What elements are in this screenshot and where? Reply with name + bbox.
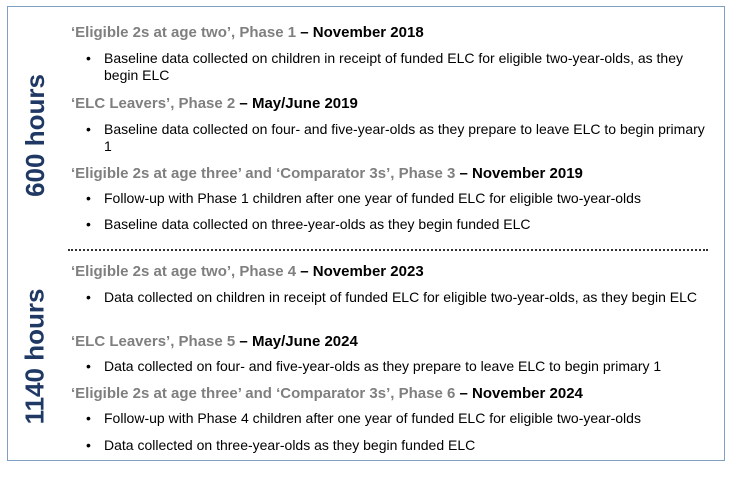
phase-2-heading: ‘ELC Leavers’, Phase 2 – May/June 2019	[71, 95, 358, 112]
phase-6-heading: ‘Eligible 2s at age three’ and ‘Comparator 3s’, Phase 6 – November 2024	[71, 385, 583, 402]
phase-1-date: – November 2018	[296, 24, 424, 41]
bullet-icon: •	[86, 121, 91, 137]
phase-2-date: – May/June 2019	[235, 95, 358, 112]
phase-1-heading: ‘Eligible 2s at age two’, Phase 1 – November 2018	[71, 24, 424, 41]
phase-3-date: – November 2019	[455, 165, 583, 182]
phase-6-date: – November 2024	[455, 385, 583, 402]
section-label-1140-hours: 1140 hours	[19, 288, 50, 424]
phase-6-bullet-1: • Follow-up with Phase 4 children after one year of funded ELC for eligible two-year-olds	[86, 410, 641, 426]
phase-4-heading: ‘Eligible 2s at age two’, Phase 4 – November 2023	[71, 263, 424, 280]
bullet-icon: •	[86, 50, 91, 66]
phase-3-heading: ‘Eligible 2s at age three’ and ‘Comparator 3s’, Phase 3 – November 2019	[71, 165, 583, 182]
phase-2-bullet-1: • Baseline data collected on four- and five-year-olds as they prepare to leave ELC to begin primary 1	[86, 121, 705, 154]
phase-6-bullet-2: • Data collected on three-year-olds as they begin funded ELC	[86, 437, 476, 453]
phase-3-bullet-1: • Follow-up with Phase 1 children after one year of funded ELC for eligible two-year-olds	[86, 190, 641, 206]
bullet-icon: •	[86, 437, 91, 453]
section-divider	[68, 249, 708, 251]
bullet-icon: •	[86, 190, 91, 206]
phase-5-heading: ‘ELC Leavers’, Phase 5 – May/June 2024	[71, 333, 358, 350]
phase-5-date: – May/June 2024	[235, 333, 358, 350]
bullet-icon: •	[86, 216, 91, 232]
phase-4-date: – November 2023	[296, 263, 424, 280]
phase-3-bullet-2: • Baseline data collected on three-year-olds as they begin funded ELC	[86, 216, 531, 232]
bullet-icon: •	[86, 358, 91, 374]
phase-5-bullet-1: • Data collected on four- and five-year-olds as they prepare to leave ELC to begin primary 1	[86, 358, 662, 374]
phase-4-bullet-1: • Data collected on children in receipt of funded ELC for eligible two-year-olds, as they begin ELC	[86, 289, 697, 305]
phase-1-bullet-1: • Baseline data collected on children in receipt of funded ELC for eligible two-year-olds, as they begin ELC	[86, 50, 683, 83]
bullet-icon: •	[86, 410, 91, 426]
section-label-600-hours: 600 hours	[19, 73, 50, 197]
bullet-icon: •	[86, 289, 91, 305]
